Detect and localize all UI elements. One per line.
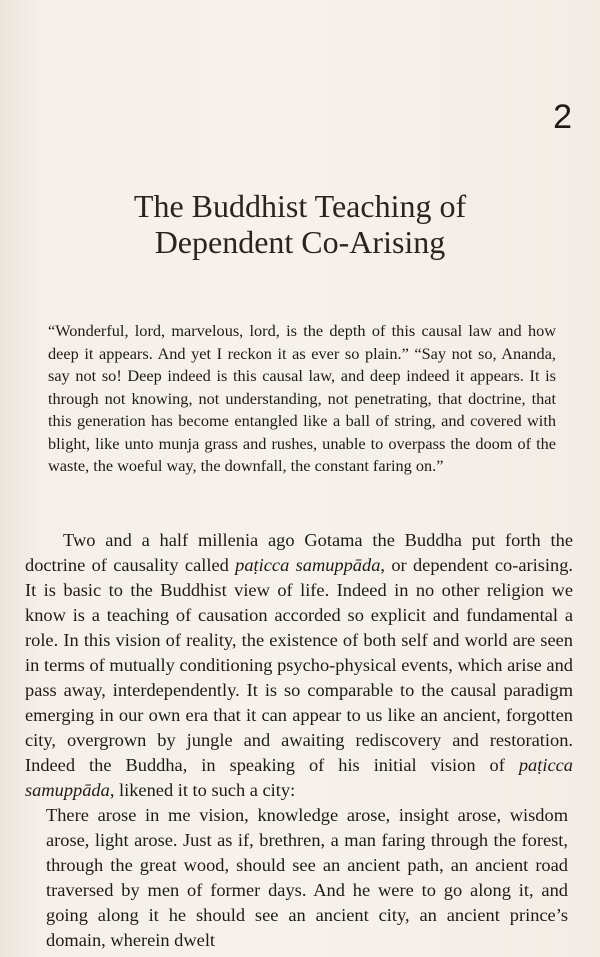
body-text-part2: , or dependent co-arising. It is basic to the Buddhist view of life. Indeed in no other religion we know is a teaching of causation accorded so explicit and fundamental a role. In this vision of reality, the existence of both self and world are seen in terms of mutually conditioning psycho-physical events, which arise and pass away, interdependently. It is so comparable to the causal paradigm emerging in our own era that it can appear to us like an ancient, forgotten city, overgrown by jungle and awaiting rediscovery and restoration. Indeed the Buddha, in speaking of his initial vision of <box>25 555 573 775</box>
chapter-title-line2: Dependent Co-Arising <box>154 224 446 260</box>
chapter-number: 2 <box>553 98 572 136</box>
chapter-title-line1: The Buddhist Teaching of <box>133 188 467 224</box>
pali-term: paṭicca samuppāda <box>25 755 573 800</box>
block-quote: There arose in me vision, knowledge arose, insight arose, wisdom arose, light arose. Just as if, brethren, a man faring through the forest, through the great wood, should see an ancient path, an ancient road traversed by men of former days. And he were to go along it, and going along it he should see an ancient city, an ancient prince’s domain, wherein dwelt <box>46 805 568 950</box>
body-paragraph <box>25 528 573 803</box>
pali-term: paṭicca samuppāda <box>235 555 381 575</box>
chapter-title <box>0 188 600 260</box>
body-text-part1: Two and a half millenia ago Gotama the Buddha put forth the doctrine of causality called <box>25 530 573 575</box>
body-text-part3: , likened it to such a city: <box>109 780 296 800</box>
epigraph: “Wonderful, lord, marvelous, lord, is the depth of this causal law and how deep it appears. And yet I reckon it as ever so plain.” “Say not so, Ananda, say not so! Deep indeed is this causal law, and deep indeed it appears. It is through not knowing, not understanding, not penetrating, that doctrine, that this generation has become entangled like a ball of string, and covered with blight, like unto munja grass and rushes, unable to overpass the doom of the waste, the woeful way, the downfall, the constant faring on.” <box>48 321 556 475</box>
